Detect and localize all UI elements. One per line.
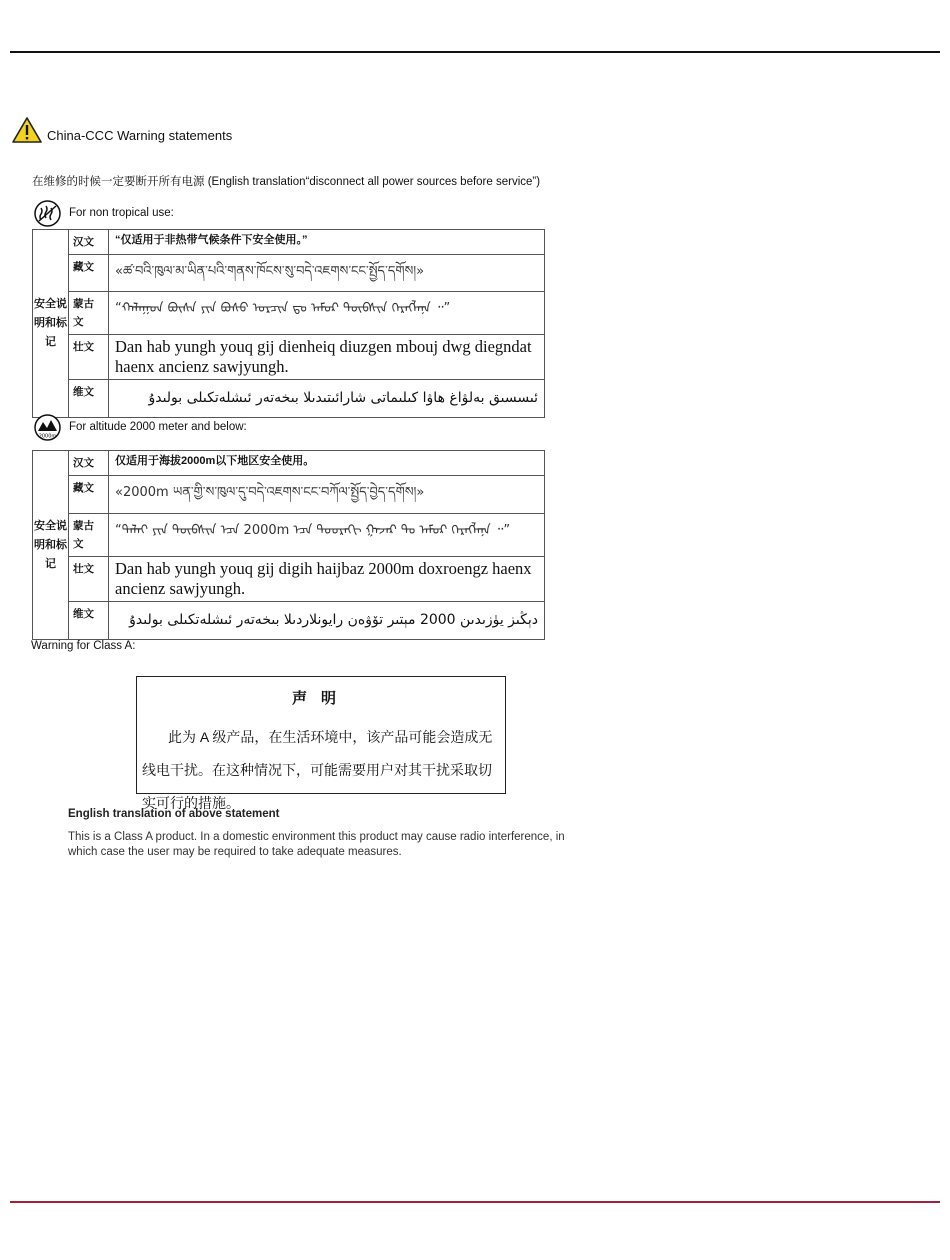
bottom-rule: [10, 1201, 940, 1203]
lang-label: 汉文: [69, 451, 109, 476]
table-row: [33, 380, 545, 418]
lang-label: 壮文: [69, 557, 109, 602]
lang-label: 汉文: [69, 230, 109, 255]
statement-body: 此为 A 级产品，在生活环境中，该产品可能会造成无线电干扰。在这种情况下，可能需要用户对其干扰采取切实可行的措施。: [142, 729, 493, 811]
safety-table-non-tropical: [32, 229, 545, 418]
statement-value: ئىسسىق بەلۋاغ ھاۋا كىلىماتى شارائىتىدىلا بىخەتەر ئىشلەتكىلى بولىدۇ: [148, 390, 538, 406]
translation-title: English translation of above statement: [68, 808, 280, 820]
top-rule: [10, 51, 940, 53]
table-header-cell: 安全说明和标记: [33, 230, 69, 418]
altitude-icon: [34, 414, 61, 441]
statement-value: “仅适用于非热带气候条件下安全使用。”: [115, 234, 308, 246]
lang-label: 藏文: [69, 255, 109, 292]
table-row: [33, 602, 545, 640]
table-row: [33, 255, 545, 292]
statement-value: “ᠳᠠᠯᠠᠢ ᠶᠢᠨ ᠲᠦᠪᠰᠢᠨ ᠡᠴᠡ 2000m ᠡᠴᠡ ᠳᠣᠣᠷᠠᠬᠢ ᠭᠠᠵᠠᠷ ᠲᠤ ᠠᠮᠤᠷ ᠬᠡᠷᠡᠭᠯᠡᠨᠡ ᠃”: [115, 523, 511, 538]
lang-label: 蒙古文: [69, 514, 109, 557]
table-row: [33, 557, 545, 602]
statement-title: 声明: [291, 690, 350, 707]
table-row: [33, 476, 545, 514]
statement-value: «ཚ་བའི་ཁུལ་མ་ཡིན་པའི་གནས་ཁོངས་སུ་བདེ་འཇགས་ངང་སྤྱོད་དགོས།»: [115, 264, 425, 279]
non-tropical-icon: [34, 200, 61, 227]
statement-value: دېڭىز يۈزىدىن 2000 مېتىر تۆۋەن رايونلاردىلا بىخەتەر ئىشلەتكىلى بولىدۇ: [129, 612, 538, 628]
table-row: [33, 230, 545, 255]
statement-value: “ᠬᠠᠯᠠᠭᠤᠨ ᠪᠦᠰᠡ ᠶᠢᠨ ᠪᠤᠰᠤ ᠤᠷᠴᠢᠨ ᠳᠤ ᠠᠮᠤᠷ ᠲᠦᠪᠰᠢᠨ ᠬᠡᠷᠡᠭᠯᠡᠨᠡ ᠃”: [115, 301, 451, 316]
page-heading: China-CCC Warning statements: [47, 128, 233, 143]
statement-value: «2000m ཡན་གྱི་ས་ཁུལ་དུ་བདེ་འཇགས་ངང་བཀོལ་སྤྱོད་བྱེད་དགོས།»: [115, 485, 425, 500]
safety-table-altitude: [32, 450, 545, 640]
svg-text:2000m: 2000m: [38, 433, 57, 440]
lang-label: 藏文: [69, 476, 109, 514]
table-row: [33, 451, 545, 476]
class-a-statement-box: [136, 676, 506, 811]
statement-value: 仅适用于海拔2000m以下地区安全使用。: [115, 455, 315, 467]
condition-label: For altitude 2000 meter and below:: [69, 421, 247, 433]
table-row: [33, 292, 545, 335]
statement-value: Dan hab yungh youq gij dienheiq diuzgen mbouj dwg diegndat haenx ancienz sawjyungh.: [115, 337, 532, 376]
power-disconnect-notice: 在维修的时候一定要断开所有电源 (English translation“disconnect all power sources before service”): [32, 176, 541, 188]
condition-label: For non tropical use:: [69, 207, 174, 219]
statement-value: Dan hab yungh youq gij digih haijbaz 2000m doxroengz haenx ancienz sawjyungh.: [115, 559, 532, 598]
class-a-label: Warning for Class A:: [31, 640, 136, 652]
lang-label: 蒙古文: [69, 292, 109, 335]
lang-label: 维文: [69, 602, 109, 640]
warning-triangle-icon: [12, 117, 42, 143]
lang-label: 壮文: [69, 335, 109, 380]
lang-label: 维文: [69, 380, 109, 418]
table-row: [33, 514, 545, 557]
table-row: [33, 335, 545, 380]
translation-body: This is a Class A product. In a domestic environment this product may cause radio interference, in which case the user may be required to take adequate measures.: [68, 831, 565, 858]
table-header-cell: 安全说明和标记: [33, 451, 69, 640]
